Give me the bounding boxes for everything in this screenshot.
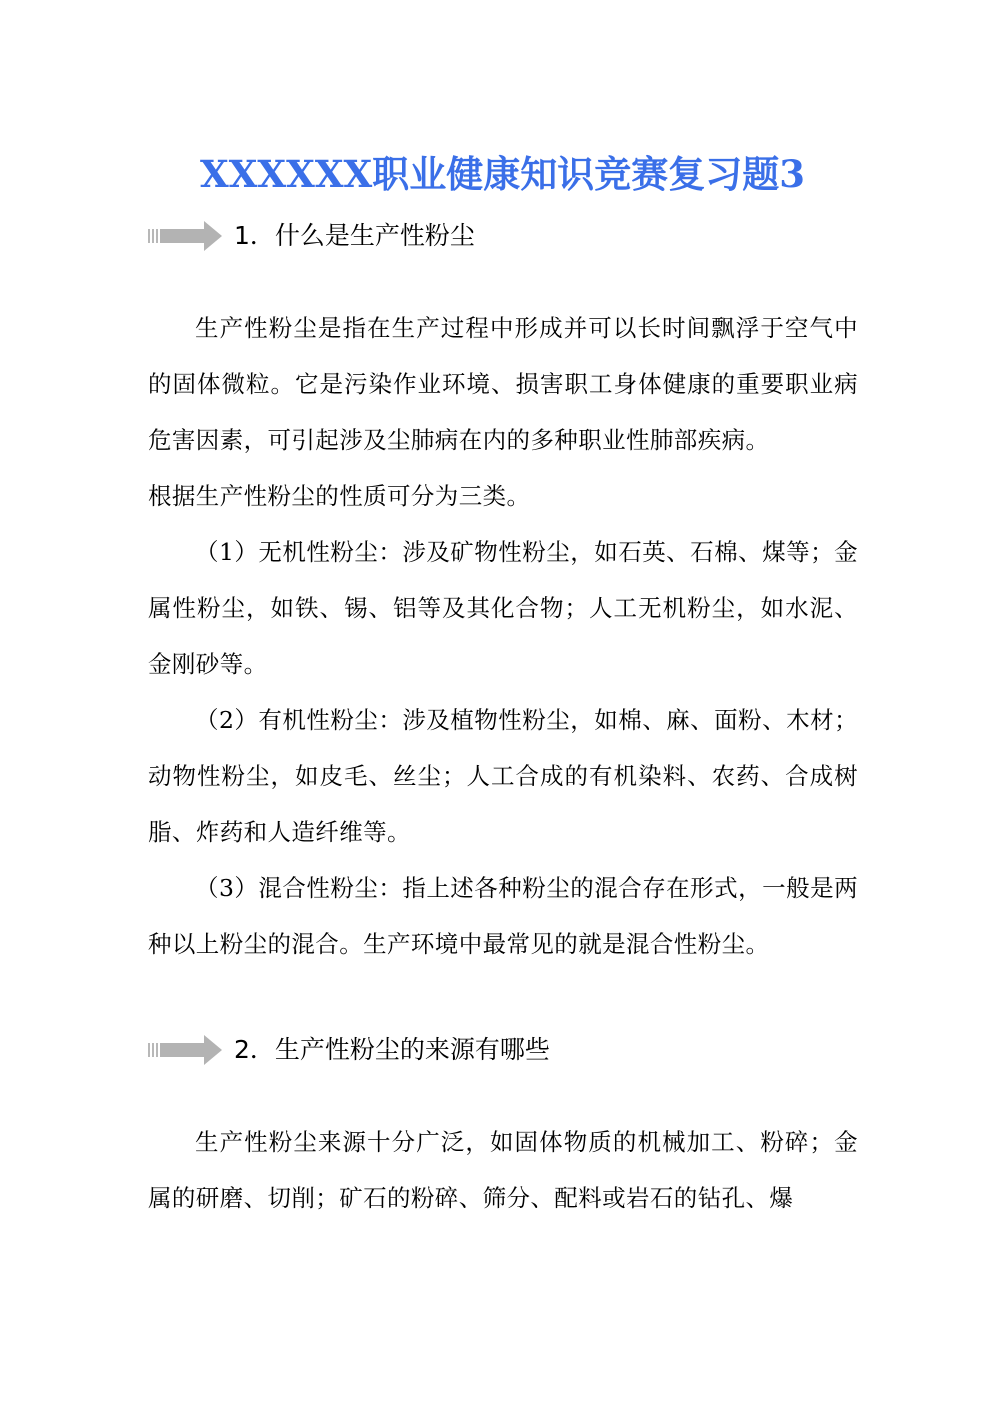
section-title: 生产性粉尘的来源有哪些 bbox=[274, 1035, 550, 1064]
paragraph: 根据生产性粉尘的性质可分为三类。 bbox=[148, 482, 531, 510]
section-heading-2 bbox=[148, 1030, 550, 1070]
section-number: 2． bbox=[234, 1035, 275, 1064]
paragraph: 生产性粉尘来源十分广泛，如固体物质的机械加工、粉碎；金属的研磨、切削；矿石的粉碎、筛分、配料或岩石的钻孔、爆 bbox=[148, 1128, 858, 1212]
section-heading-1 bbox=[148, 216, 475, 256]
arrow-bullet-icon bbox=[148, 218, 222, 254]
arrow-bullet-icon bbox=[148, 1032, 222, 1068]
paragraph: 生产性粉尘是指在生产过程中形成并可以长时间飘浮于空气中的固体微粒。它是污染作业环境、损害职工身体健康的重要职业病危害因素，可引起涉及尘肺病在内的多种职业性肺部疾病。 bbox=[148, 314, 858, 454]
section-title: 什么是生产性粉尘 bbox=[274, 221, 475, 250]
paragraph: （2）有机性粉尘：涉及植物性粉尘，如棉、麻、面粉、木材；动物性粉尘，如皮毛、丝尘；人工合成的有机染料、农药、合成树脂、炸药和人造纤维等。 bbox=[148, 706, 858, 846]
paragraph: （1）无机性粉尘：涉及矿物性粉尘，如石英、石棉、煤等；金属性粉尘，如铁、锡、铝等及其化合物；人工无机粉尘，如水泥、金刚砂等。 bbox=[148, 538, 858, 678]
paragraph: （3）混合性粉尘：指上述各种粉尘的混合存在形式，一般是两种以上粉尘的混合。生产环境中最常见的就是混合性粉尘。 bbox=[148, 874, 858, 958]
section-number: 1． bbox=[234, 221, 275, 250]
document-title: XXXXXX职业健康知识竞赛复习题3 bbox=[200, 152, 805, 196]
